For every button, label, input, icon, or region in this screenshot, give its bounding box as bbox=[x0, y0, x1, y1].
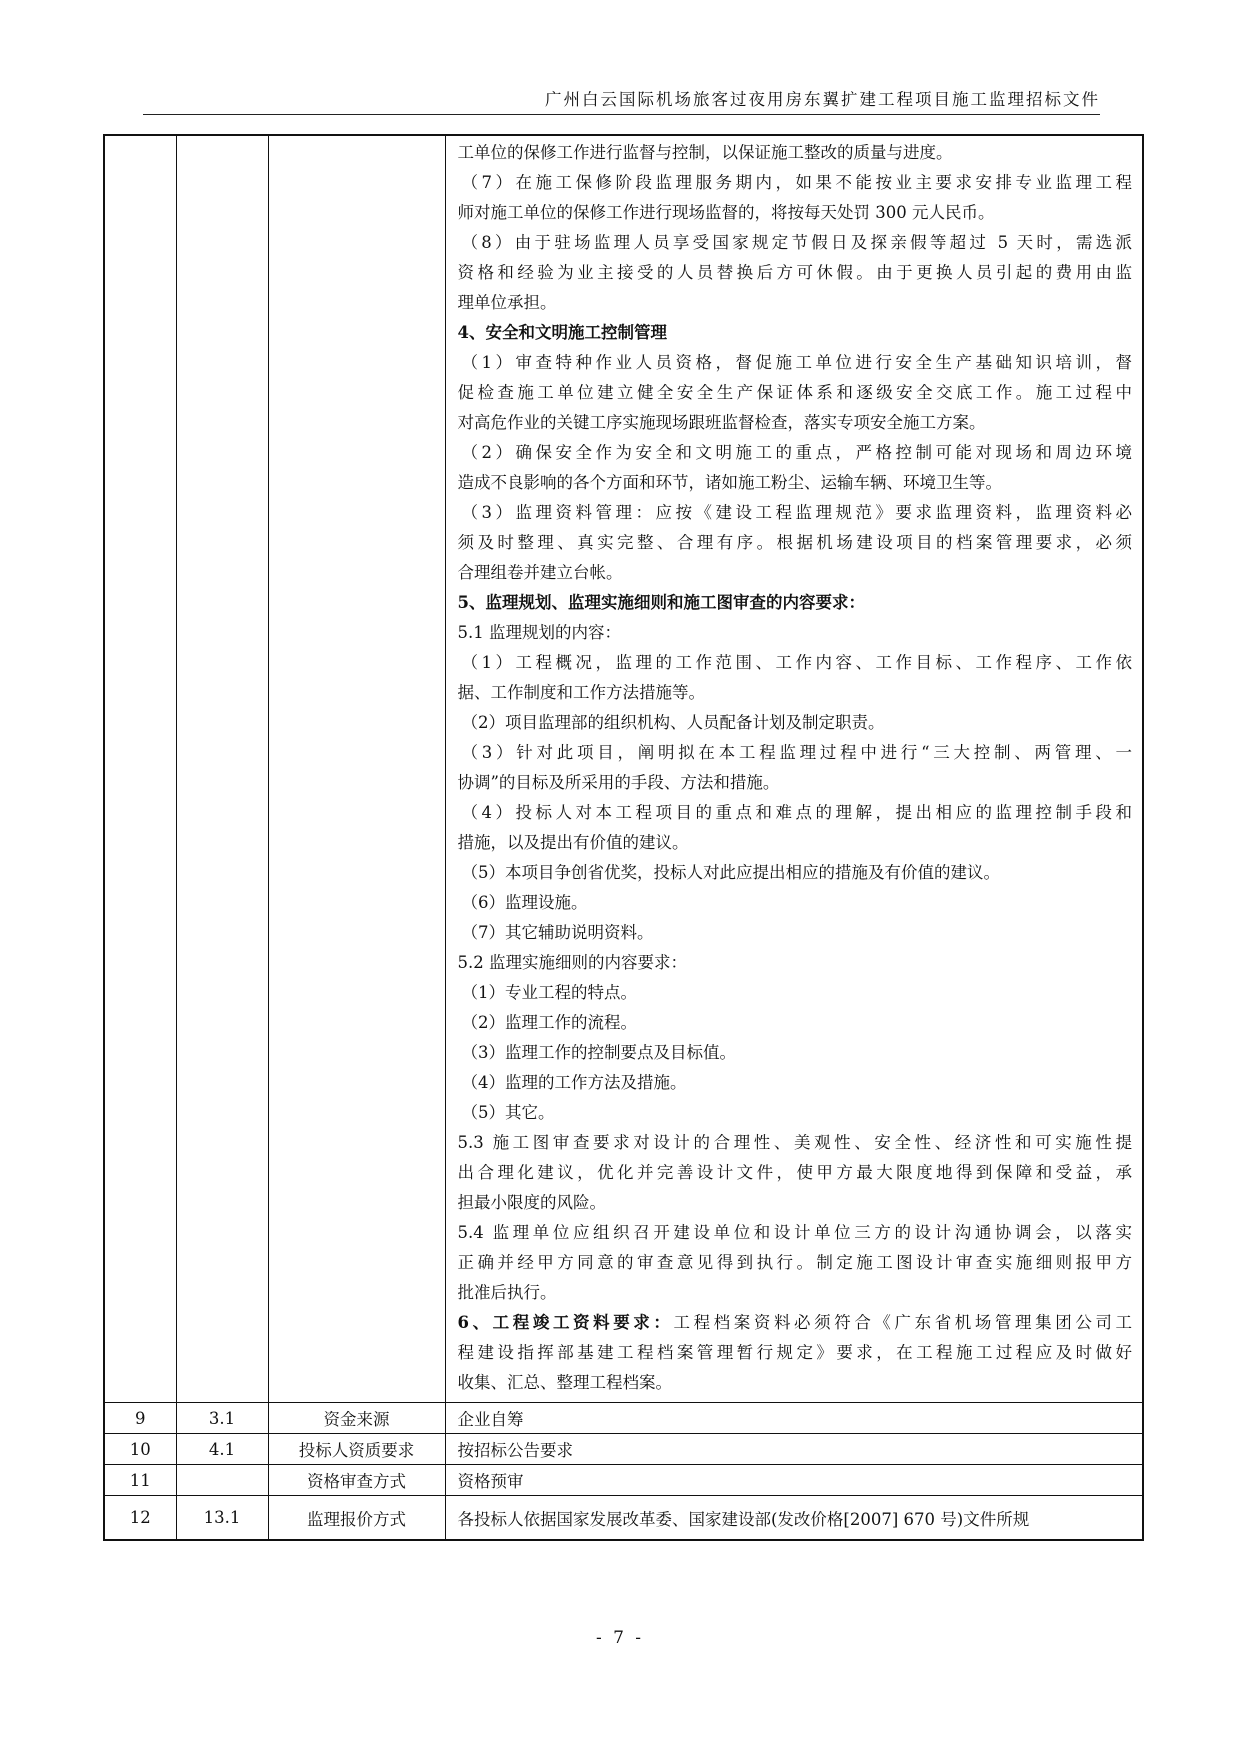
content-line: （1）审查特种作业人员资格，督促施工单位进行安全生产基础知识培训，督 bbox=[461, 353, 1132, 372]
content-line: 收集、汇总、整理工程档案。 bbox=[457, 1373, 672, 1392]
content-line: （7）其它辅助说明资料。 bbox=[461, 923, 654, 942]
empty-clause-cell bbox=[176, 135, 268, 1403]
content-line: （2）确保安全作为安全和文明施工的重点，严格控制可能对现场和周边环境 bbox=[461, 443, 1132, 462]
empty-num-cell bbox=[104, 135, 176, 1403]
running-header: 广州白云国际机场旅客过夜用房东翼扩建工程项目施工监理招标文件 bbox=[545, 90, 1100, 109]
content-line: 师对施工单位的保修工作进行现场监督的，将按每天处罚 300 元人民币。 bbox=[457, 203, 995, 222]
item-name: 监理报价方式 bbox=[268, 1496, 445, 1541]
row-number: 9 bbox=[104, 1403, 176, 1434]
clause-number bbox=[176, 1465, 268, 1496]
table-row bbox=[104, 1434, 1143, 1465]
content-line: 批准后执行。 bbox=[457, 1283, 557, 1302]
page-number: - 7 - bbox=[595, 1628, 645, 1648]
item-content: 企业自筹 bbox=[445, 1403, 1143, 1434]
content-line: 合理组卷并建立台帐。 bbox=[457, 563, 623, 582]
content-line: 5.1 监理规划的内容： bbox=[457, 623, 621, 642]
content-line: 促检查施工单位建立健全安全生产保证体系和逐级安全交底工作。施工过程中 bbox=[457, 383, 1132, 402]
content-line bbox=[458, 1308, 1133, 1338]
row-number: 10 bbox=[104, 1434, 176, 1465]
content-line: （3）监理资料管理：应按《建设工程监理规范》要求监理资料，监理资料必 bbox=[461, 503, 1132, 522]
content-cell bbox=[445, 135, 1143, 1403]
section-heading: 5、监理规划、监理实施细则和施工图审查的内容要求： bbox=[457, 593, 865, 612]
content-line: 对高危作业的关键工序实施现场跟班监督检查，落实专项安全施工方案。 bbox=[457, 413, 986, 432]
content-line: 正确并经甲方同意的审查意见得到执行。制定施工图设计审查实施细则报甲方 bbox=[457, 1253, 1132, 1272]
clause-table bbox=[103, 134, 1144, 1541]
content-line: 担最小限度的风险。 bbox=[457, 1193, 606, 1212]
empty-item-cell bbox=[268, 135, 445, 1403]
content-line: 5.4 监理单位应组织召开建设单位和设计单位三方的设计沟通协调会，以落实 bbox=[457, 1223, 1132, 1242]
content-line: （7）在施工保修阶段监理服务期内，如果不能按业主要求安排专业监理工程 bbox=[461, 173, 1132, 192]
content-line: 资格和经验为业主接受的人员替换后方可休假。由于更换人员引起的费用由监 bbox=[457, 263, 1132, 282]
clause-number: 4.1 bbox=[176, 1434, 268, 1465]
item-name: 资格审查方式 bbox=[268, 1465, 445, 1496]
content-line: （2）监理工作的流程。 bbox=[461, 1013, 637, 1032]
table-row bbox=[104, 1465, 1143, 1496]
content-line: 据、工作制度和工作方法措施等。 bbox=[457, 683, 705, 702]
content-line: （1）专业工程的特点。 bbox=[461, 983, 637, 1002]
table-row-content bbox=[104, 135, 1143, 1403]
content-line: （8）由于驻场监理人员享受国家规定节假日及探亲假等超过 5 天时，需选派 bbox=[461, 233, 1132, 252]
content-line: 理单位承担。 bbox=[457, 293, 557, 312]
content-line: 5.2 监理实施细则的内容要求： bbox=[457, 953, 687, 972]
content-line: （2）项目监理部的组织机构、人员配备计划及制定职责。 bbox=[461, 713, 885, 732]
content-line: （5）其它。 bbox=[461, 1103, 555, 1122]
content-line: 5.3 施工图审查要求对设计的合理性、美观性、安全性、经济性和可实施性提 bbox=[457, 1133, 1132, 1152]
content-line: （4）投标人对本工程项目的重点和难点的理解，提出相应的监理控制手段和 bbox=[461, 803, 1132, 822]
content-line: （4）监理的工作方法及措施。 bbox=[461, 1073, 687, 1092]
table-row bbox=[104, 1496, 1143, 1541]
clause-number: 3.1 bbox=[176, 1403, 268, 1434]
content-line: 工单位的保修工作进行监督与控制，以保证施工整改的质量与进度。 bbox=[457, 143, 953, 162]
section-heading: 6、工程竣工资料要求： bbox=[457, 1313, 674, 1332]
content-line: 协调”的目标及所采用的手段、方法和措施。 bbox=[457, 773, 780, 792]
item-name: 投标人资质要求 bbox=[268, 1434, 445, 1465]
row-number: 12 bbox=[104, 1496, 176, 1541]
item-content: 资格预审 bbox=[445, 1465, 1143, 1496]
content-text: 工程档案资料必须符合《广东省机场管理集团公司工 bbox=[673, 1313, 1132, 1332]
content-line: 造成不良影响的各个方面和环节，诸如施工粉尘、运输车辆、环境卫生等。 bbox=[457, 473, 1002, 492]
clause-number: 13.1 bbox=[176, 1496, 268, 1541]
content-line: 措施，以及提出有价值的建议。 bbox=[457, 833, 689, 852]
content-line: （3）监理工作的控制要点及目标值。 bbox=[461, 1043, 736, 1062]
section-heading: 4、安全和文明施工控制管理 bbox=[457, 323, 667, 342]
content-line: 出合理化建议，优化并完善设计文件，使甲方最大限度地得到保障和受益，承 bbox=[457, 1163, 1132, 1182]
content-line: 须及时整理、真实完整、合理有序。根据机场建设项目的档案管理要求，必须 bbox=[457, 533, 1132, 552]
item-content: 按招标公告要求 bbox=[445, 1434, 1143, 1465]
header-rule bbox=[143, 114, 1100, 115]
content-line: （5）本项目争创省优奖，投标人对此应提出相应的措施及有价值的建议。 bbox=[461, 863, 1000, 882]
table-row bbox=[104, 1403, 1143, 1434]
item-content: 各投标人依据国家发展改革委、国家建设部(发改价格[2007] 670 号)文件所规 bbox=[445, 1496, 1143, 1541]
content-line: （6）监理设施。 bbox=[461, 893, 588, 912]
content-line: （1）工程概况，监理的工作范围、工作内容、工作目标、工作程序、工作依 bbox=[461, 653, 1132, 672]
content-line: 程建设指挥部基建工程档案管理暂行规定》要求，在工程施工过程应及时做好 bbox=[457, 1343, 1132, 1362]
row-number: 11 bbox=[104, 1465, 176, 1496]
item-name: 资金来源 bbox=[268, 1403, 445, 1434]
content-line: （3）针对此项目，阐明拟在本工程监理过程中进行“三大控制、两管理、一 bbox=[461, 743, 1132, 762]
